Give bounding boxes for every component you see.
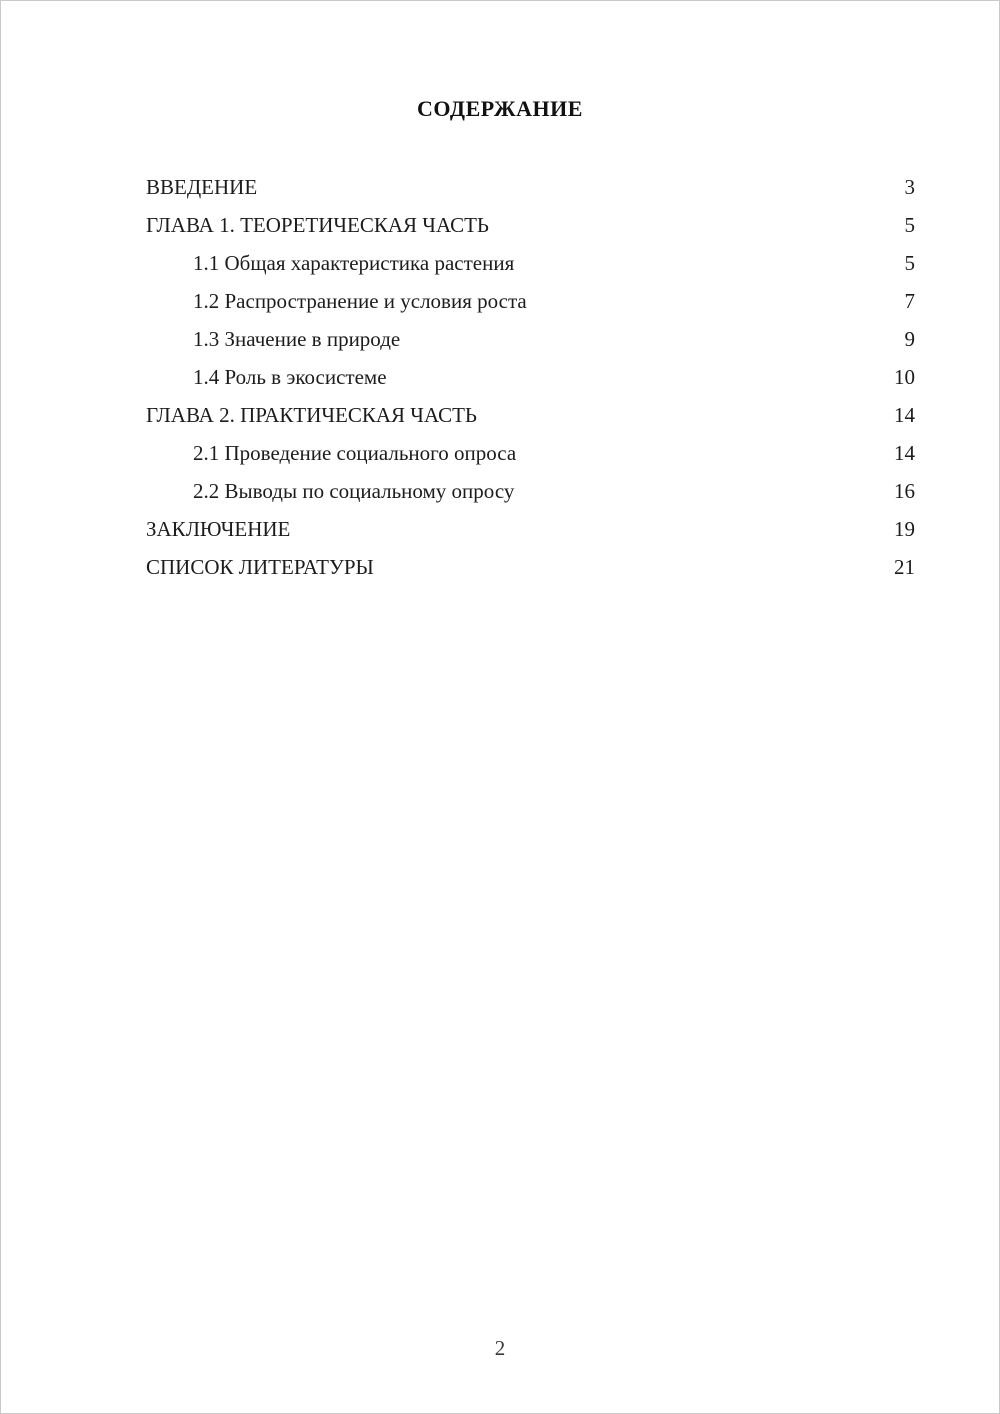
toc-entry-label: ГЛАВА 1. ТЕОРЕТИЧЕСКАЯ ЧАСТЬ [146, 213, 489, 237]
toc-entry-label: 2.2 Выводы по социальному опросу [193, 479, 515, 503]
toc-entry-label: 2.1 Проведение социального опроса [193, 441, 517, 465]
toc-entry-page: 5 [904, 213, 915, 237]
toc-row [146, 472, 915, 510]
toc-entry-page: 14 [894, 441, 915, 465]
table-of-contents [1, 168, 999, 586]
toc-entry-page: 7 [904, 289, 915, 313]
toc-entry-label: СПИСОК ЛИТЕРАТУРЫ [146, 555, 374, 579]
toc-entry-label: ГЛАВА 2. ПРАКТИЧЕСКАЯ ЧАСТЬ [146, 403, 477, 427]
toc-entry-page: 21 [894, 555, 915, 579]
toc-entry-label: 1.2 Распространение и условия роста [193, 289, 527, 313]
toc-row [146, 168, 915, 206]
toc-entry-label: 1.4 Роль в экосистеме [193, 365, 387, 389]
toc-row [146, 206, 915, 244]
toc-entry-label: 1.3 Значение в природе [193, 327, 401, 351]
toc-row [146, 396, 915, 434]
toc-entry-page: 9 [904, 327, 915, 351]
toc-entry-page: 14 [894, 403, 915, 427]
toc-row [146, 320, 915, 358]
toc-entry-label: ЗАКЛЮЧЕНИЕ [146, 517, 291, 541]
toc-row [146, 358, 915, 396]
footer-page-number: 2 [494, 1336, 506, 1360]
toc-row [146, 510, 915, 548]
toc-entry-page: 3 [904, 175, 915, 199]
toc-entry-page: 19 [894, 517, 915, 541]
toc-entry-label: 1.1 Общая характеристика растения [193, 251, 515, 275]
toc-entry-page: 10 [894, 365, 915, 389]
toc-row [146, 282, 915, 320]
toc-row [146, 434, 915, 472]
toc-row [146, 244, 915, 282]
toc-row [146, 548, 915, 586]
toc-entry-label: ВВЕДЕНИЕ [146, 175, 258, 199]
toc-entry-page: 16 [894, 479, 915, 503]
toc-entry-page: 5 [904, 251, 915, 275]
page-title: СОДЕРЖАНИЕ [417, 96, 583, 121]
